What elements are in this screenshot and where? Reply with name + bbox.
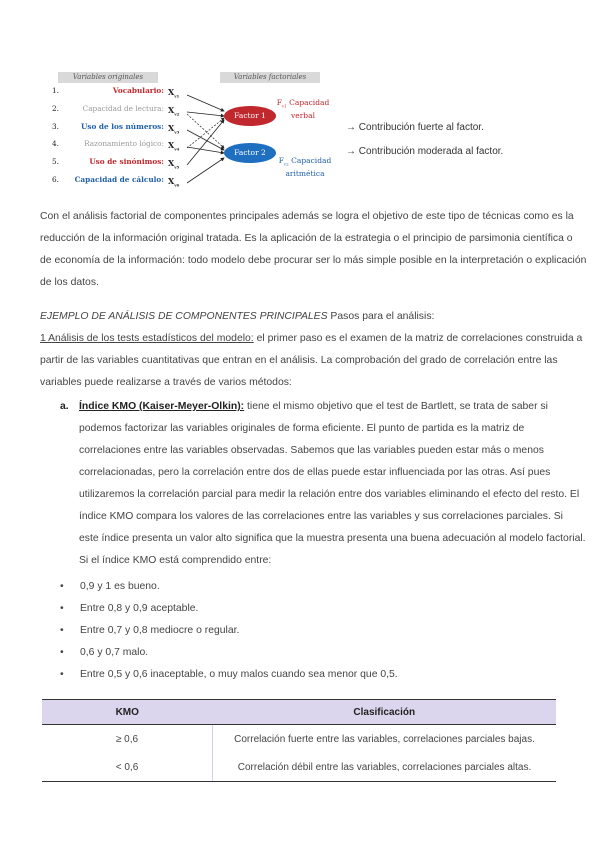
text-line: Si el índice KMO está comprendido entre:	[79, 555, 272, 566]
variable-name: Capacidad de cálculo:	[74, 175, 164, 184]
table-cell-kmo: ≥ 0,6	[42, 725, 213, 754]
text-line: de economía de la información: todo modelo debe procurar ser lo más simple posible en la interpretación o explicación	[40, 255, 587, 266]
diagram-arrows	[40, 68, 360, 198]
table-row	[42, 753, 556, 782]
table-cell-classification: Correlación débil entre las variables, correlaciones parciales altas.	[213, 753, 557, 782]
text-line: de los datos.	[40, 277, 99, 288]
text-line: este índice presenta un valor alto significa que la muestra presenta una buena adecuación al modelo factorial.	[79, 533, 586, 544]
variable-number: 6.	[52, 175, 59, 184]
arrow-strong	[187, 112, 224, 116]
x-label: $X_{v1}$	[168, 87, 180, 99]
x-label: $X_{v2}$	[168, 105, 180, 117]
step-1-heading: 1 Análisis de los tests estadísticos del modelo:	[40, 333, 254, 344]
intro-paragraph	[40, 206, 587, 294]
arrow-strong	[187, 95, 224, 111]
list-item: • Entre 0,8 y 0,9 aceptable.	[60, 603, 199, 614]
variable-number: 1.	[52, 86, 59, 95]
kmo-classification-table	[42, 699, 556, 782]
list-item: • 0,6 y 0,7 malo.	[60, 647, 149, 658]
x-label: $X_{v6}$	[168, 176, 180, 188]
table-cell-classification: Correlación fuerte entre las variables, correlaciones parciales bajas.	[234, 733, 535, 745]
arrow-solid-icon: →	[346, 122, 356, 133]
table-cell-kmo: < 0,6	[42, 753, 213, 782]
variable-name: Razonamiento lógico:	[84, 139, 164, 148]
text-line: 1 Análisis de los tests estadísticos del modelo: el primer paso es el examen de la matriz de correlaciones construida a	[40, 333, 583, 344]
factor-variables-header: Variables factoriales	[220, 72, 320, 83]
original-variables-header: Variables originales	[58, 72, 158, 83]
example-heading	[40, 306, 434, 328]
item-a-letter: a.	[60, 401, 69, 412]
text-line: Con el análisis factorial de componentes principales además se logra el objetivo de este tipo de técnicas como es la	[40, 211, 574, 222]
text-line: Índice KMO (Kaiser-Meyer-Olkin): tiene el mismo objetivo que el test de Bartlett, se trata de saber si	[79, 401, 548, 412]
variable-name: Capacidad de lectura:	[82, 104, 164, 113]
list-item: • 0,9 y 1 es bueno.	[60, 581, 160, 592]
kmo-ranges-list	[60, 576, 560, 686]
variable-number: 3.	[52, 122, 59, 131]
list-item: • Entre 0,5 y 0,6 inaceptable, o muy malos cuando sea menor que 0,5.	[60, 669, 398, 680]
text-line: correlacionadas, pero la correlación entre dos de ellas puede estar influenciada por las otras. Así pues	[79, 467, 551, 478]
variable-name: Uso de los números:	[81, 122, 164, 131]
text-line: variables puede realizarse a través de varios métodos:	[40, 377, 292, 388]
text-line: índice KMO compara los valores de las correlaciones entre las variables y sus correlaciones parciales. Si	[79, 511, 563, 522]
variable-number: 4.	[52, 139, 59, 148]
item-a-body	[79, 396, 586, 572]
arrow-strong	[187, 147, 224, 153]
example-title: EJEMPLO DE ANÁLISIS DE COMPONENTES PRINCIPALES	[40, 311, 328, 322]
kmo-heading: Índice KMO (Kaiser-Meyer-Olkin):	[79, 401, 245, 412]
text-line: correlaciones entre las variables observadas. Sabemos que las variables pueden estar más o menos	[79, 445, 544, 456]
arrow-strong	[187, 158, 224, 183]
variable-number: 2.	[52, 104, 59, 113]
example-subtitle: Pasos para el análisis:	[327, 311, 435, 322]
table-header-classification: Clasificación	[213, 700, 557, 725]
list-item: • Entre 0,7 y 0,8 mediocre o regular.	[60, 625, 240, 636]
legend-strong: → Contribución fuerte al factor.	[346, 122, 484, 133]
text-line: partir de las variables cuantitativas que entran en el análisis. La comprobación del grado de correlación entre las	[40, 355, 558, 366]
variable-name: Vocabulario:	[112, 86, 164, 95]
arrow-dashed-icon: →	[346, 146, 356, 157]
step-1	[40, 328, 583, 394]
text-line: reducción de la información original tratada. Es la aplicación de la estrategia o el principio de parsimonia científica o	[40, 233, 573, 244]
variable-number: 5.	[52, 157, 59, 166]
text-line: utilizaremos la correlación parcial para medir la relación entre dos variables eliminando el efecto del resto. El	[79, 489, 580, 500]
text-line: podemos factorizar las variables originales de forma eficiente. El punto de partida es la matriz de	[79, 423, 525, 434]
factor-1-label: Factor 1	[234, 111, 266, 120]
variable-name: Uso de sinónimos:	[89, 157, 164, 166]
x-label: $X_{v4}$	[168, 140, 180, 152]
arrow-strong	[187, 130, 224, 150]
table-header-row	[42, 700, 556, 725]
factor-diagram	[40, 68, 560, 198]
factor-2-label: Factor 2	[234, 148, 266, 157]
x-label: $X_{v3}$	[168, 123, 180, 135]
table-row	[42, 725, 556, 754]
legend-moderate: → Contribución moderada al factor.	[346, 146, 504, 157]
factor-2-description: $F_{v2}$ Capacidad aritmética	[278, 156, 332, 178]
x-label: $X_{v5}$	[168, 158, 180, 170]
factor-1-description: $F_{v1}$ Capacidad verbal	[276, 98, 330, 120]
table-header-kmo: KMO	[42, 700, 213, 725]
